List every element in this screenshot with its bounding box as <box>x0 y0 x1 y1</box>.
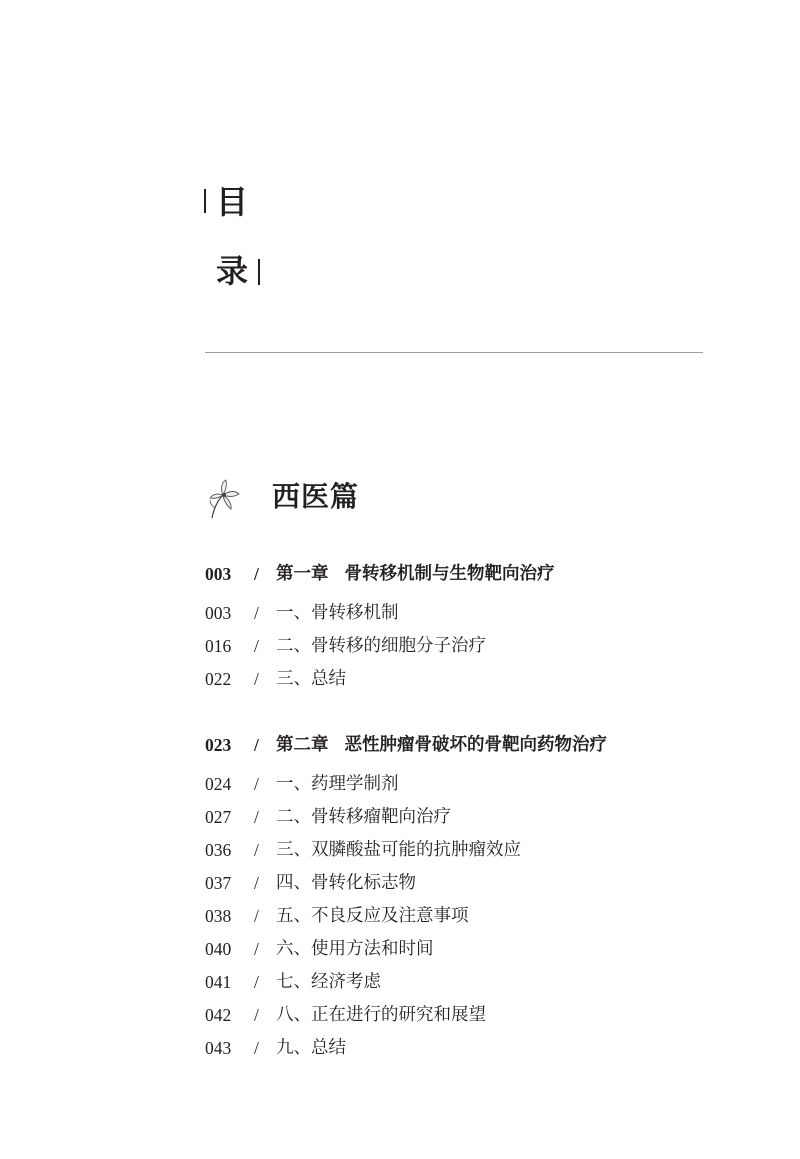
item-title: 九、总结 <box>276 1038 346 1058</box>
item-title: 一、药理学制剂 <box>276 774 399 794</box>
separator: / <box>254 774 259 794</box>
heading-divider <box>205 352 703 353</box>
heading-bar-left <box>204 189 206 213</box>
separator: / <box>254 840 259 860</box>
item-page-number: 003 <box>205 603 232 623</box>
item-page-number: 027 <box>205 807 232 827</box>
orchid-flower-icon <box>206 478 242 520</box>
item-title: 七、经济考虑 <box>276 972 381 992</box>
separator: / <box>254 1005 259 1025</box>
item-page-number: 037 <box>205 873 232 893</box>
item-page-number: 016 <box>205 636 232 656</box>
separator: / <box>254 1038 259 1058</box>
chapter-label: 第一章 <box>276 564 329 584</box>
item-page-number: 038 <box>205 906 232 926</box>
item-title: 四、骨转化标志物 <box>276 873 416 893</box>
item-page-number: 022 <box>205 669 232 689</box>
item-title: 六、使用方法和时间 <box>276 939 434 959</box>
chapter-title <box>276 733 607 757</box>
item-title: 三、双膦酸盐可能的抗肿瘤效应 <box>276 840 521 860</box>
chapter-title-text: 骨转移机制与生物靶向治疗 <box>344 564 555 584</box>
separator: / <box>254 735 259 755</box>
chapter-page-number: 003 <box>205 564 232 584</box>
item-page-number: 036 <box>205 840 232 860</box>
separator: / <box>254 636 259 656</box>
separator: / <box>254 873 259 893</box>
chapter-title <box>276 562 555 586</box>
item-title: 三、总结 <box>276 669 346 689</box>
separator: / <box>254 603 259 623</box>
item-page-number: 042 <box>205 1005 232 1025</box>
separator: / <box>254 807 259 827</box>
separator: / <box>254 972 259 992</box>
separator: / <box>254 669 259 689</box>
item-page-number: 041 <box>205 972 232 992</box>
section-title: 西医篇 <box>272 480 360 513</box>
item-page-number: 040 <box>205 939 232 959</box>
chapter-title-text: 恶性肿瘤骨破坏的骨靶向药物治疗 <box>344 735 607 755</box>
separator: / <box>254 906 259 926</box>
item-title: 二、骨转移的细胞分子治疗 <box>276 636 486 656</box>
separator: / <box>254 564 259 584</box>
item-title: 一、骨转移机制 <box>276 603 399 623</box>
heading-char-mu: 目 <box>216 183 249 221</box>
item-page-number: 024 <box>205 774 232 794</box>
heading-char-lu: 录 <box>216 252 249 290</box>
chapter-page-number: 023 <box>205 735 232 755</box>
item-title: 五、不良反应及注意事项 <box>276 906 469 926</box>
item-page-number: 043 <box>205 1038 232 1058</box>
item-title: 二、骨转移瘤靶向治疗 <box>276 807 451 827</box>
heading-bar-right <box>258 259 260 285</box>
chapter-label: 第二章 <box>276 735 329 755</box>
separator: / <box>254 939 259 959</box>
item-title: 八、正在进行的研究和展望 <box>276 1005 486 1025</box>
